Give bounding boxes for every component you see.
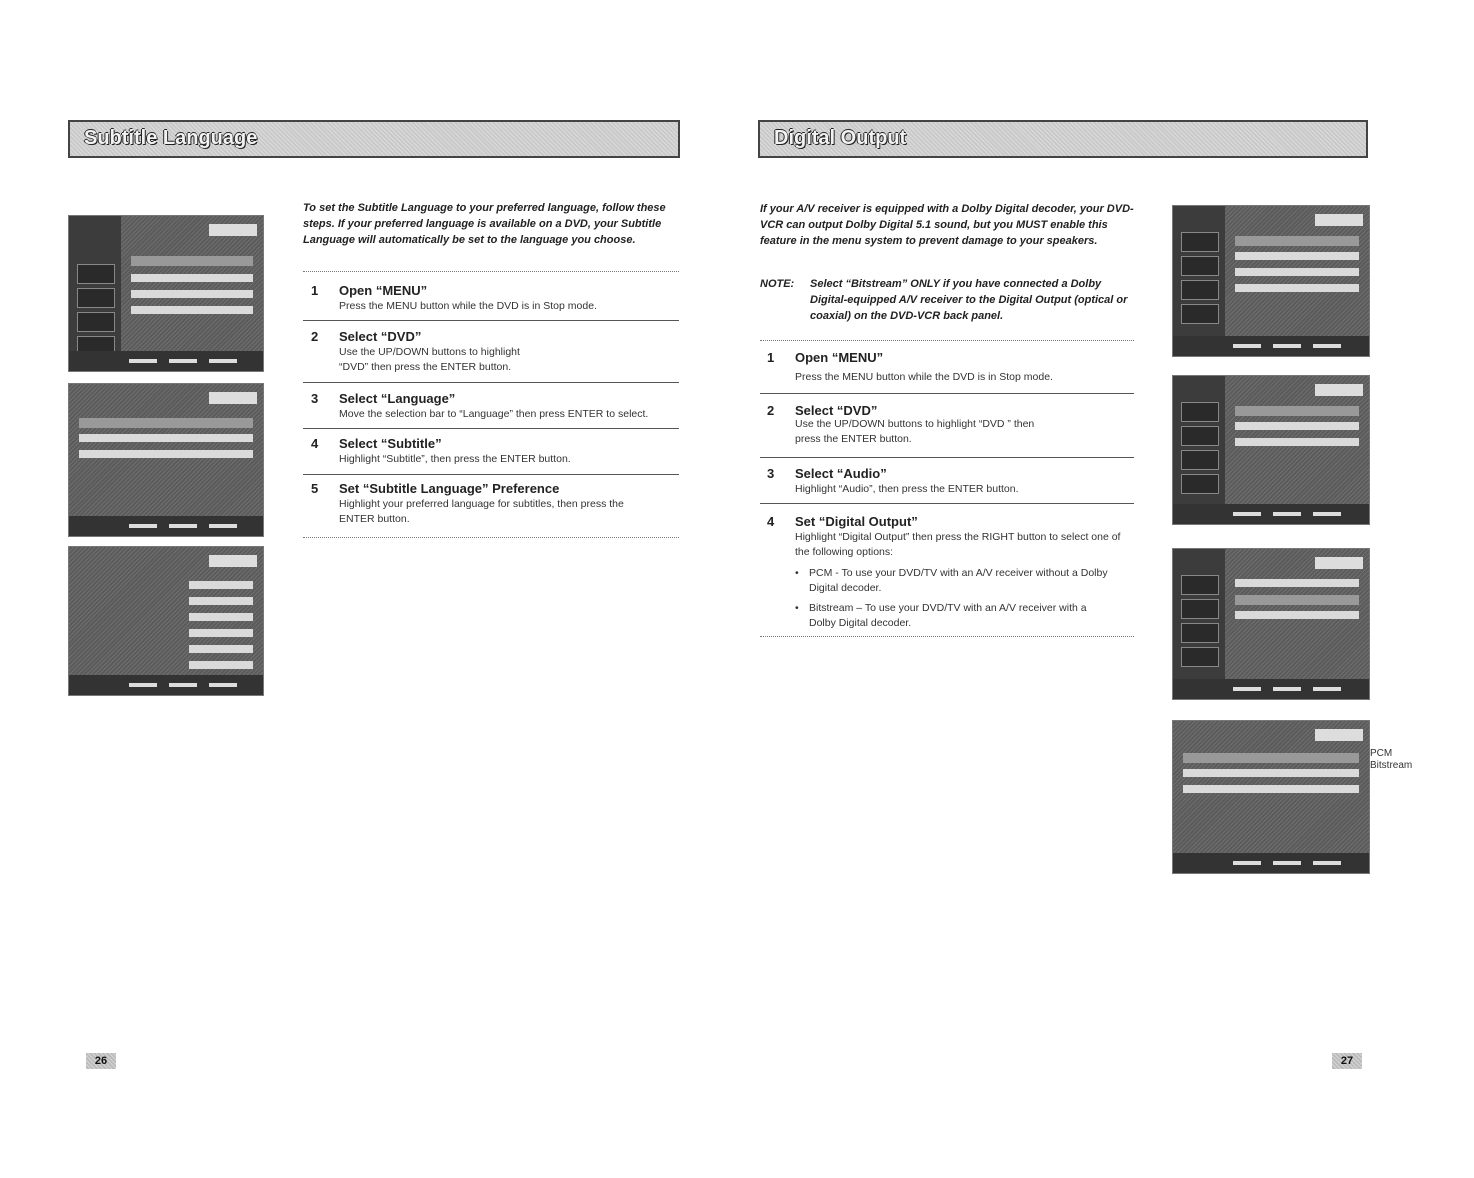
menu-screenshot-subtitle-language (68, 546, 264, 696)
menu-screenshot-dvd-menu (1172, 375, 1370, 525)
page-number: 26 (86, 1053, 116, 1069)
step-title: Select “Audio” (795, 466, 887, 481)
option-pcm: PCM (1370, 748, 1393, 759)
bullet-pcm: • PCM - To use your DVD/TV with an A/V receiver without a Dolby Digital decoder. (795, 567, 1108, 594)
intro-paragraph: If your A/V receiver is equipped with a Dolby Digital decoder, your DVD-VCR can output Dolby Digital 5.1 sound, but you MUST enable this feature in the menu system to prevent damage to your speakers. (760, 203, 1134, 247)
bullet-bitstream: • Bitstream – To use your DVD/TV with an A/V receiver with a Dolby Digital decoder. (795, 601, 1115, 631)
bullet-text: PCM - To use your DVD/TV with an A/V receiver without a Dolby Digital decoder. (809, 567, 1108, 594)
bullet-text: Bitstream – To use your DVD/TV with an A/V receiver with a Dolby Digital decoder. (809, 602, 1087, 629)
page-number: 27 (1332, 1053, 1362, 1069)
intro-paragraph: To set the Subtitle Language to your preferred language, follow these steps. If your preferred language is available on a DVD, your Subtitle Language will automatically be set to the language you choose. (303, 202, 666, 246)
step-body: Move the selection bar to “Language” then press ENTER to select. (339, 408, 649, 420)
step-body: Use the UP/DOWN buttons to highlight “DVD ” then press the ENTER button. (795, 418, 1035, 445)
option-bitstream: Bitstream (1370, 760, 1413, 771)
step-title: Select “Language” (339, 391, 456, 406)
step-title: Set “Subtitle Language” Preference (339, 481, 560, 496)
step-title: Select “Subtitle” (339, 436, 442, 451)
step-body: Highlight your preferred language for subtitles, then press the ENTER button. (339, 498, 624, 525)
section-title: Subtitle Language (84, 127, 258, 149)
note-text: Select “Bitstream” ONLY if you have connected a Dolby Digital-equipped A/V receiver to the Digital Output (optical or coaxial) on the DVD-VCR back panel. (810, 278, 1128, 322)
step-title: Open “MENU” (795, 350, 884, 365)
note-label: NOTE: (760, 278, 795, 290)
step-body: Use the UP/DOWN buttons to highlight “DVD” then press the ENTER button. (339, 346, 520, 373)
section-title: Digital Output (774, 127, 907, 149)
menu-screenshot-audio (1172, 548, 1370, 700)
step-title: Open “MENU” (339, 283, 428, 298)
menu-screenshot-dvd-setup (1172, 205, 1370, 357)
step-body: Press the MENU button while the DVD is in Stop mode. (795, 371, 1053, 383)
section-header-subtitle-language (68, 120, 680, 158)
step-title: Set “Digital Output” (795, 514, 918, 529)
step-title: Select “DVD” (795, 403, 878, 418)
step-body: Highlight “Subtitle”, then press the ENTER button. (339, 453, 571, 465)
step-body: Highlight “Audio”, then press the ENTER button. (795, 483, 1019, 495)
menu-screenshot-dvd-setup (68, 215, 264, 372)
step-title: Select “DVD” (339, 329, 422, 344)
menu-screenshot-language-setup (68, 383, 264, 537)
step-body: Press the MENU button while the DVD is in Stop mode. (339, 300, 597, 312)
section-header-digital-output (758, 120, 1368, 158)
menu-screenshot-digital-output (1172, 720, 1370, 874)
step-body: Highlight “Digital Output” then press the RIGHT button to select one of the following options: (795, 531, 1121, 558)
note (760, 276, 1140, 326)
